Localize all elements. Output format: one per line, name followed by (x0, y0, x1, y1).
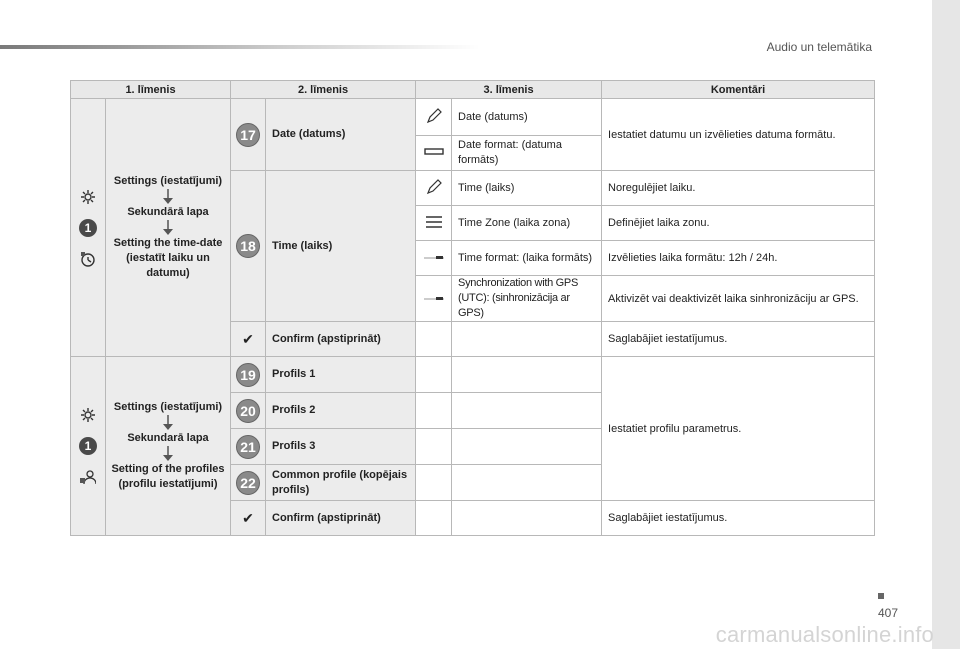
top-rule (0, 45, 480, 49)
check-icon: ✔ (242, 509, 254, 526)
step-badge: 17 (236, 123, 260, 147)
level1-path (106, 99, 231, 357)
settings-table (70, 80, 875, 536)
level2-item[interactable]: Profils 2 (266, 393, 416, 429)
pencil-icon (426, 179, 442, 195)
clock-icon (80, 251, 96, 267)
level3-item[interactable]: Time Zone (laika zona) (452, 206, 602, 241)
level1-badge: 1 (79, 219, 97, 237)
level2-item[interactable]: Date (datums) (266, 99, 416, 171)
comment-text: Definējiet laika zonu. (602, 206, 875, 241)
level3-item[interactable]: Date (datums) (452, 99, 602, 136)
page-marker (878, 593, 884, 599)
level1-step: Settings (iestatījumi) (113, 401, 223, 413)
level1-step: Sekundarā lapa (127, 432, 209, 444)
pencil-icon (426, 108, 442, 124)
col-header-level2: 2. līmenis (231, 81, 416, 99)
arrow-down-icon (162, 189, 174, 205)
badge-cell (231, 99, 266, 171)
arrow-down-icon (162, 415, 174, 431)
watermark: carmanualsonline.info (715, 622, 934, 647)
check-icon: ✔ (242, 330, 254, 347)
level1-icons (71, 99, 106, 357)
comment-text: Noregulējiet laiku. (602, 171, 875, 206)
profile-icon (80, 469, 96, 485)
list-icon (425, 215, 443, 229)
level1-path (106, 357, 231, 536)
comment-text: Saglabājiet iestatījumus. (602, 322, 875, 357)
comment-text: Iestatiet datumu un izvēlieties datuma formātu. (602, 99, 875, 171)
level1-step: Setting of the profiles (profilu iestatījumi) (111, 463, 225, 490)
badge-cell (231, 171, 266, 322)
level2-item[interactable]: Time (laiks) (266, 171, 416, 322)
col-header-comments: Komentāri (602, 81, 875, 99)
col-header-level3: 3. līmenis (416, 81, 602, 99)
comment-text: Izvēlieties laika formātu: 12h / 24h. (602, 241, 875, 276)
arrow-down-icon (162, 446, 174, 462)
step-badge: 22 (236, 471, 260, 495)
badge-cell (231, 393, 266, 429)
level1-step: Settings (iestatījumi) (113, 175, 223, 187)
side-strip (932, 0, 960, 649)
step-badge: 21 (236, 435, 260, 459)
gear-icon (80, 189, 96, 205)
gear-icon (80, 407, 96, 423)
level2-item[interactable]: Profils 3 (266, 429, 416, 465)
level1-step: Setting the time-date (iestatīt laiku un datumu) (113, 237, 223, 279)
step-badge: 19 (236, 363, 260, 387)
badge-cell (231, 465, 266, 501)
level3-item[interactable]: Synchronization with GPS (UTC): (sinhronizācija ar GPS) (452, 276, 602, 322)
step-badge: 18 (236, 234, 260, 258)
toggle-icon (423, 253, 445, 261)
level3-item[interactable]: Time (laiks) (452, 171, 602, 206)
level1-icons (71, 357, 106, 536)
level2-item[interactable]: Common profile (kopējais profils) (266, 465, 416, 501)
comment-text: Iestatiet profilu parametrus. (602, 357, 875, 501)
level2-item[interactable]: Confirm (apstiprināt) (266, 322, 416, 357)
step-badge: 20 (236, 399, 260, 423)
level3-item[interactable]: Time format: (laika formāts) (452, 241, 602, 276)
col-header-level1: 1. līmenis (71, 81, 231, 99)
page-header-title: Audio un telemātika (766, 40, 872, 54)
level1-badge: 1 (79, 437, 97, 455)
page-number: 407 (877, 606, 898, 620)
badge-cell (231, 357, 266, 393)
level2-item[interactable]: Profils 1 (266, 357, 416, 393)
comment-text: Saglabājiet iestatījumus. (602, 501, 875, 536)
toggle-icon (423, 294, 445, 302)
comment-text: Aktivizēt vai deaktivizēt laika sinhronizāciju ar GPS. (602, 276, 875, 322)
level1-step: Sekundārā lapa (127, 206, 209, 218)
arrow-down-icon (162, 220, 174, 236)
level2-item[interactable]: Confirm (apstiprināt) (266, 501, 416, 536)
badge-cell (231, 429, 266, 465)
format-icon (424, 147, 444, 157)
level3-item[interactable]: Date format: (datuma formāts) (452, 136, 602, 171)
